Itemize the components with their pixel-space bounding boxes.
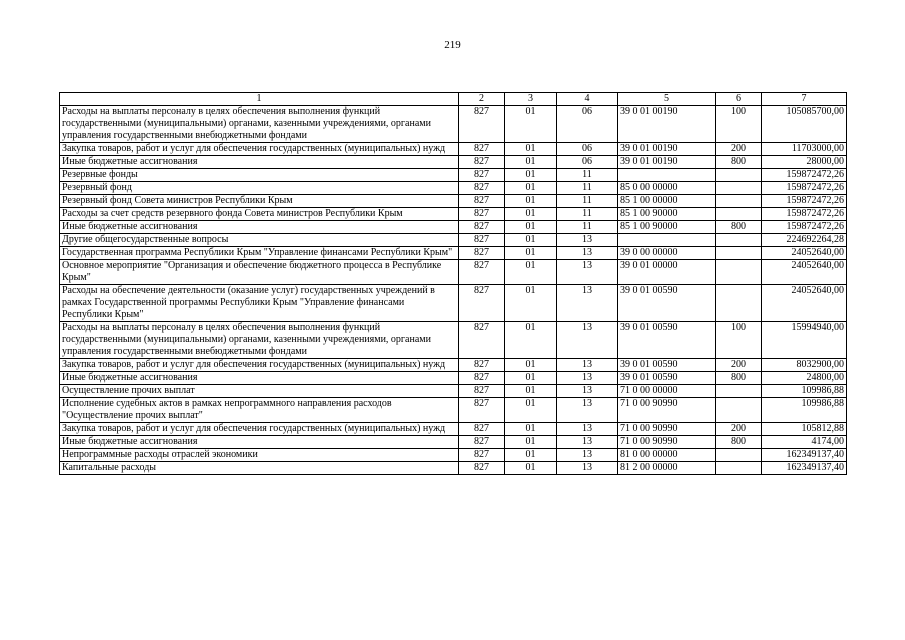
ministry-code-cell: 827 <box>459 449 505 462</box>
ministry-code-cell: 827 <box>459 385 505 398</box>
section-cell: 01 <box>505 221 557 234</box>
section-cell: 01 <box>505 449 557 462</box>
header-cell-3: 3 <box>505 93 557 106</box>
expense-type-cell <box>716 169 762 182</box>
row-name-cell: Иные бюджетные ассигнования <box>60 221 459 234</box>
section-cell: 01 <box>505 234 557 247</box>
amount-cell: 109986,88 <box>762 398 847 423</box>
target-article-cell: 71 0 00 90990 <box>618 398 716 423</box>
target-article-cell: 85 1 00 90000 <box>618 208 716 221</box>
section-cell: 01 <box>505 398 557 423</box>
table-row <box>60 221 847 234</box>
section-cell: 01 <box>505 322 557 359</box>
ministry-code-cell: 827 <box>459 195 505 208</box>
row-name-cell: Основное мероприятие "Организация и обеспечение бюджетного процесса в Республике Крым" <box>60 260 459 285</box>
section-cell: 01 <box>505 436 557 449</box>
amount-cell: 24052640,00 <box>762 247 847 260</box>
table-row <box>60 156 847 169</box>
subsection-cell: 13 <box>557 322 618 359</box>
table-header <box>60 93 847 106</box>
budget-table <box>59 92 847 475</box>
row-name-cell: Резервные фонды <box>60 169 459 182</box>
subsection-cell: 13 <box>557 462 618 475</box>
target-article-cell: 39 0 00 00000 <box>618 247 716 260</box>
amount-cell: 109986,88 <box>762 385 847 398</box>
expense-type-cell: 200 <box>716 143 762 156</box>
subsection-cell: 06 <box>557 106 618 143</box>
header-cell-2: 2 <box>459 93 505 106</box>
ministry-code-cell: 827 <box>459 247 505 260</box>
target-article-cell: 85 0 00 00000 <box>618 182 716 195</box>
expense-type-cell: 200 <box>716 359 762 372</box>
expense-type-cell: 800 <box>716 156 762 169</box>
ministry-code-cell: 827 <box>459 208 505 221</box>
table-row <box>60 169 847 182</box>
expense-type-cell: 800 <box>716 221 762 234</box>
header-cell-7: 7 <box>762 93 847 106</box>
ministry-code-cell: 827 <box>459 423 505 436</box>
section-cell: 01 <box>505 285 557 322</box>
ministry-code-cell: 827 <box>459 462 505 475</box>
subsection-cell: 11 <box>557 169 618 182</box>
expense-type-cell: 100 <box>716 322 762 359</box>
ministry-code-cell: 827 <box>459 221 505 234</box>
ministry-code-cell: 827 <box>459 234 505 247</box>
subsection-cell: 13 <box>557 359 618 372</box>
table-row <box>60 247 847 260</box>
target-article-cell <box>618 234 716 247</box>
target-article-cell: 39 0 01 00590 <box>618 372 716 385</box>
target-article-cell: 39 0 01 00190 <box>618 143 716 156</box>
target-article-cell: 71 0 00 90990 <box>618 423 716 436</box>
table-row <box>60 423 847 436</box>
target-article-cell: 39 0 01 00590 <box>618 359 716 372</box>
table-row <box>60 436 847 449</box>
table-row <box>60 372 847 385</box>
ministry-code-cell: 827 <box>459 182 505 195</box>
expense-type-cell <box>716 462 762 475</box>
section-cell: 01 <box>505 208 557 221</box>
ministry-code-cell: 827 <box>459 285 505 322</box>
amount-cell: 24052640,00 <box>762 260 847 285</box>
amount-cell: 159872472,26 <box>762 208 847 221</box>
section-cell: 01 <box>505 385 557 398</box>
table-body <box>60 106 847 475</box>
row-name-cell: Закупка товаров, работ и услуг для обеспечения государственных (муниципальных) нужд <box>60 423 459 436</box>
expense-type-cell: 100 <box>716 106 762 143</box>
amount-cell: 159872472,26 <box>762 221 847 234</box>
amount-cell: 105812,88 <box>762 423 847 436</box>
header-row <box>60 93 847 106</box>
amount-cell: 4174,00 <box>762 436 847 449</box>
section-cell: 01 <box>505 106 557 143</box>
section-cell: 01 <box>505 156 557 169</box>
row-name-cell: Резервный фонд Совета министров Республики Крым <box>60 195 459 208</box>
target-article-cell: 85 1 00 00000 <box>618 195 716 208</box>
expense-type-cell: 800 <box>716 372 762 385</box>
row-name-cell: Иные бюджетные ассигнования <box>60 156 459 169</box>
row-name-cell: Другие общегосударственные вопросы <box>60 234 459 247</box>
section-cell: 01 <box>505 195 557 208</box>
expense-type-cell <box>716 182 762 195</box>
row-name-cell: Расходы на выплаты персоналу в целях обеспечения выполнения функций государственными (муниципальными) органами, казенными учреждениями, органами управления государственными внебюджетными фондами <box>60 106 459 143</box>
table-row <box>60 285 847 322</box>
subsection-cell: 13 <box>557 234 618 247</box>
table-row <box>60 322 847 359</box>
section-cell: 01 <box>505 169 557 182</box>
section-cell: 01 <box>505 182 557 195</box>
header-cell-4: 4 <box>557 93 618 106</box>
expense-type-cell <box>716 398 762 423</box>
section-cell: 01 <box>505 247 557 260</box>
subsection-cell: 13 <box>557 449 618 462</box>
subsection-cell: 11 <box>557 182 618 195</box>
target-article-cell: 39 0 01 00000 <box>618 260 716 285</box>
table-row <box>60 234 847 247</box>
expense-type-cell <box>716 285 762 322</box>
subsection-cell: 13 <box>557 260 618 285</box>
page-number: 219 <box>444 39 461 51</box>
section-cell: 01 <box>505 423 557 436</box>
section-cell: 01 <box>505 143 557 156</box>
target-article-cell: 39 0 01 00590 <box>618 285 716 322</box>
subsection-cell: 13 <box>557 247 618 260</box>
row-name-cell: Расходы на обеспечение деятельности (оказание услуг) государственных учреждений в рамках Государственной программы Республики Крым "Управление финансами Республики Крым" <box>60 285 459 322</box>
expense-type-cell <box>716 234 762 247</box>
amount-cell: 224692264,28 <box>762 234 847 247</box>
table-row <box>60 359 847 372</box>
ministry-code-cell: 827 <box>459 260 505 285</box>
amount-cell: 15994940,00 <box>762 322 847 359</box>
row-name-cell: Осуществление прочих выплат <box>60 385 459 398</box>
row-name-cell: Закупка товаров, работ и услуг для обеспечения государственных (муниципальных) нужд <box>60 359 459 372</box>
table-row <box>60 195 847 208</box>
section-cell: 01 <box>505 462 557 475</box>
subsection-cell: 11 <box>557 195 618 208</box>
expense-type-cell <box>716 449 762 462</box>
target-article-cell: 71 0 00 00000 <box>618 385 716 398</box>
ministry-code-cell: 827 <box>459 322 505 359</box>
row-name-cell: Иные бюджетные ассигнования <box>60 372 459 385</box>
amount-cell: 24052640,00 <box>762 285 847 322</box>
ministry-code-cell: 827 <box>459 398 505 423</box>
row-name-cell: Государственная программа Республики Крым "Управление финансами Республики Крым" <box>60 247 459 260</box>
header-cell-5: 5 <box>618 93 716 106</box>
subsection-cell: 13 <box>557 423 618 436</box>
expense-type-cell <box>716 385 762 398</box>
amount-cell: 105085700,00 <box>762 106 847 143</box>
subsection-cell: 13 <box>557 385 618 398</box>
row-name-cell: Исполнение судебных актов в рамках непрограммного направления расходов "Осуществление прочих выплат" <box>60 398 459 423</box>
row-name-cell: Расходы за счет средств резервного фонда Совета министров Республики Крым <box>60 208 459 221</box>
table-row <box>60 398 847 423</box>
ministry-code-cell: 827 <box>459 143 505 156</box>
row-name-cell: Капитальные расходы <box>60 462 459 475</box>
target-article-cell: 85 1 00 90000 <box>618 221 716 234</box>
ministry-code-cell: 827 <box>459 359 505 372</box>
target-article-cell: 39 0 01 00590 <box>618 322 716 359</box>
expense-type-cell <box>716 208 762 221</box>
ministry-code-cell: 827 <box>459 372 505 385</box>
table-row <box>60 449 847 462</box>
table-row <box>60 385 847 398</box>
row-name-cell: Иные бюджетные ассигнования <box>60 436 459 449</box>
amount-cell: 24800,00 <box>762 372 847 385</box>
expense-type-cell <box>716 195 762 208</box>
header-cell-6: 6 <box>716 93 762 106</box>
table-row <box>60 143 847 156</box>
amount-cell: 159872472,26 <box>762 195 847 208</box>
ministry-code-cell: 827 <box>459 169 505 182</box>
section-cell: 01 <box>505 372 557 385</box>
target-article-cell: 71 0 00 90990 <box>618 436 716 449</box>
amount-cell: 28000,00 <box>762 156 847 169</box>
row-name-cell: Резервный фонд <box>60 182 459 195</box>
ministry-code-cell: 827 <box>459 106 505 143</box>
target-article-cell: 81 2 00 00000 <box>618 462 716 475</box>
subsection-cell: 13 <box>557 398 618 423</box>
ministry-code-cell: 827 <box>459 156 505 169</box>
subsection-cell: 13 <box>557 436 618 449</box>
header-cell-1: 1 <box>60 93 459 106</box>
expense-type-cell <box>716 247 762 260</box>
subsection-cell: 06 <box>557 156 618 169</box>
subsection-cell: 13 <box>557 372 618 385</box>
amount-cell: 159872472,26 <box>762 182 847 195</box>
subsection-cell: 11 <box>557 208 618 221</box>
subsection-cell: 11 <box>557 221 618 234</box>
table-row <box>60 260 847 285</box>
amount-cell: 11703000,00 <box>762 143 847 156</box>
target-article-cell <box>618 169 716 182</box>
expense-type-cell <box>716 260 762 285</box>
table-row <box>60 182 847 195</box>
expense-type-cell: 800 <box>716 436 762 449</box>
amount-cell: 159872472,26 <box>762 169 847 182</box>
section-cell: 01 <box>505 260 557 285</box>
target-article-cell: 39 0 01 00190 <box>618 156 716 169</box>
amount-cell: 162349137,40 <box>762 449 847 462</box>
row-name-cell: Расходы на выплаты персоналу в целях обеспечения выполнения функций государственными (муниципальными) органами, казенными учреждениями, органами управления государственными внебюджетными фондами <box>60 322 459 359</box>
subsection-cell: 06 <box>557 143 618 156</box>
table-row <box>60 208 847 221</box>
section-cell: 01 <box>505 359 557 372</box>
target-article-cell: 39 0 01 00190 <box>618 106 716 143</box>
ministry-code-cell: 827 <box>459 436 505 449</box>
expense-type-cell: 200 <box>716 423 762 436</box>
amount-cell: 162349137,40 <box>762 462 847 475</box>
subsection-cell: 13 <box>557 285 618 322</box>
table-row <box>60 106 847 143</box>
table-row <box>60 462 847 475</box>
row-name-cell: Закупка товаров, работ и услуг для обеспечения государственных (муниципальных) нужд <box>60 143 459 156</box>
amount-cell: 8032900,00 <box>762 359 847 372</box>
row-name-cell: Непрограммные расходы отраслей экономики <box>60 449 459 462</box>
target-article-cell: 81 0 00 00000 <box>618 449 716 462</box>
